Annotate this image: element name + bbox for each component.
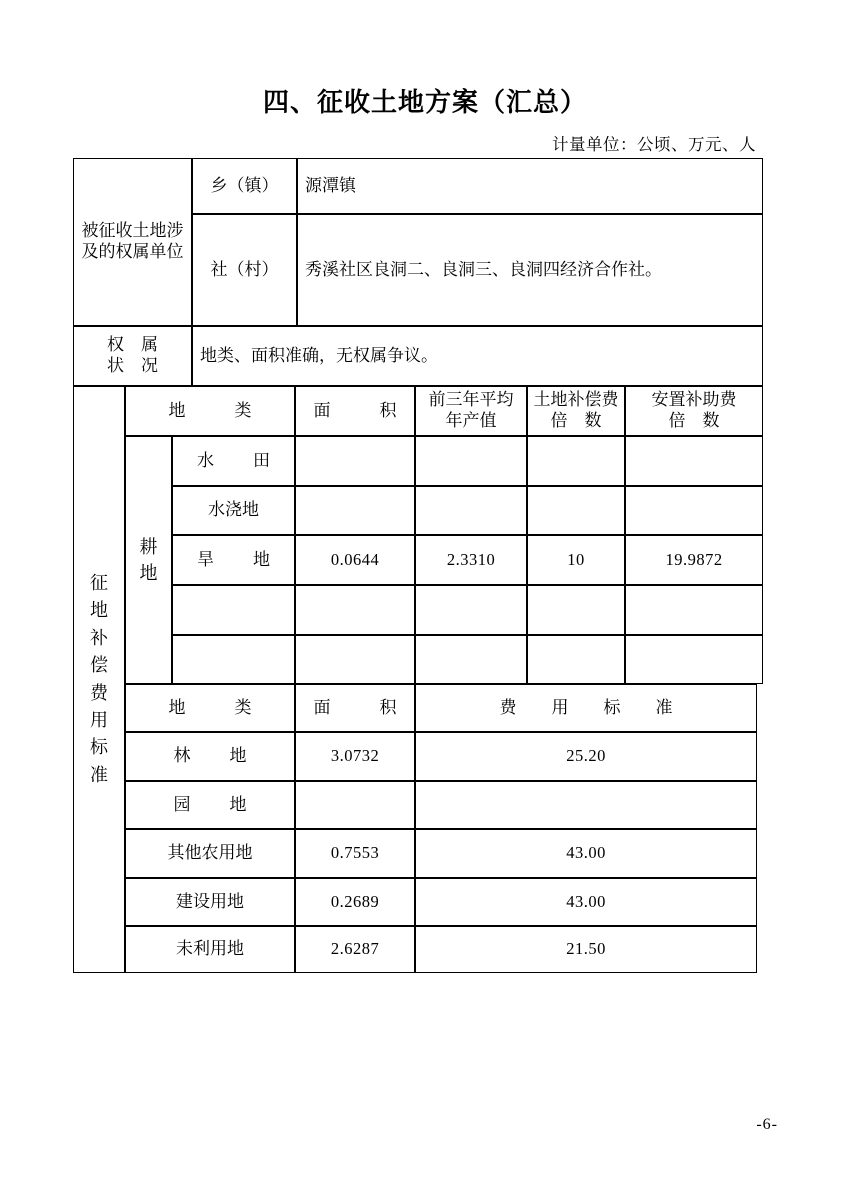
header-land-type: 地 类 — [125, 386, 295, 436]
table-row-land-comp-multiple: 10 — [527, 535, 625, 585]
village-value-cell: 秀溪社区良洞二、良洞三、良洞四经济合作社。 — [297, 214, 763, 326]
township-label-cell: 乡（镇） — [192, 158, 297, 214]
table-row-area — [295, 635, 415, 684]
compensation-side-label: 征 地 补 偿 费 用 标 准 — [73, 386, 125, 973]
table-row-other-area: 2.6287 — [295, 926, 415, 973]
table-row-other-land-type: 建设用地 — [125, 878, 295, 926]
table-row-other-fee — [415, 781, 757, 829]
table-row-area — [295, 436, 415, 486]
table-row-land-comp-multiple — [527, 486, 625, 535]
page-number: -6- — [756, 1116, 778, 1133]
table-row-land-comp-multiple — [527, 436, 625, 486]
table-row-resettlement-multiple — [625, 585, 763, 635]
table-row-avg-output — [415, 585, 527, 635]
township-value-cell: 源潭镇 — [297, 158, 763, 214]
page-title: 四、征收土地方案（汇总） — [262, 88, 587, 118]
table-row-land-type: 旱 地 — [172, 535, 295, 585]
ownership-units-row-label: 被征收土地涉 及的权属单位 — [73, 158, 192, 326]
header-other-land-type: 地 类 — [125, 684, 295, 732]
table-row-land-type — [172, 585, 295, 635]
table-row-other-land-type: 其他农用地 — [125, 829, 295, 878]
table-row-area: 0.0644 — [295, 535, 415, 585]
table-row-avg-output — [415, 635, 527, 684]
table-row-land-comp-multiple — [527, 635, 625, 684]
table-row-other-area — [295, 781, 415, 829]
table-row-other-fee: 43.00 — [415, 829, 757, 878]
table-row-resettlement-multiple — [625, 486, 763, 535]
table-row-other-fee: 25.20 — [415, 732, 757, 781]
header-average-annual-output: 前三年平均 年产值 — [415, 386, 527, 436]
ownership-status-label-cell: 权 属 状 况 — [73, 326, 192, 386]
table-row-land-type — [172, 635, 295, 684]
table-row-avg-output — [415, 436, 527, 486]
table-row-avg-output — [415, 486, 527, 535]
table-row-avg-output: 2.3310 — [415, 535, 527, 585]
table-row-other-land-type: 林 地 — [125, 732, 295, 781]
table-row-other-fee: 21.50 — [415, 926, 757, 973]
table-row-other-land-type: 未利用地 — [125, 926, 295, 973]
measurement-unit-note: 计量单位：公顷、万元、人 — [552, 135, 756, 154]
header-fee-standard: 费 用 标 准 — [415, 684, 757, 732]
table-row-resettlement-multiple — [625, 436, 763, 486]
table-row-other-land-type: 园 地 — [125, 781, 295, 829]
table-row-other-area: 0.7553 — [295, 829, 415, 878]
table-row-other-area: 3.0732 — [295, 732, 415, 781]
village-label-cell: 社（村） — [192, 214, 297, 326]
table-row-resettlement-multiple: 19.9872 — [625, 535, 763, 585]
header-land-compensation-multiple: 土地补偿费 倍 数 — [527, 386, 625, 436]
table-row-other-fee: 43.00 — [415, 878, 757, 926]
table-row-resettlement-multiple — [625, 635, 763, 684]
ownership-status-value-cell: 地类、面积准确，无权属争议。 — [192, 326, 763, 386]
table-row-area — [295, 486, 415, 535]
table-row-area — [295, 585, 415, 635]
header-area: 面 积 — [295, 386, 415, 436]
cultivated-land-group-label: 耕 地 — [125, 436, 172, 684]
header-resettlement-subsidy-multiple: 安置补助费 倍 数 — [625, 386, 763, 436]
table-row-land-type: 水浇地 — [172, 486, 295, 535]
table-row-other-area: 0.2689 — [295, 878, 415, 926]
table-row-land-comp-multiple — [527, 585, 625, 635]
header-other-area: 面 积 — [295, 684, 415, 732]
table-row-land-type: 水 田 — [172, 436, 295, 486]
